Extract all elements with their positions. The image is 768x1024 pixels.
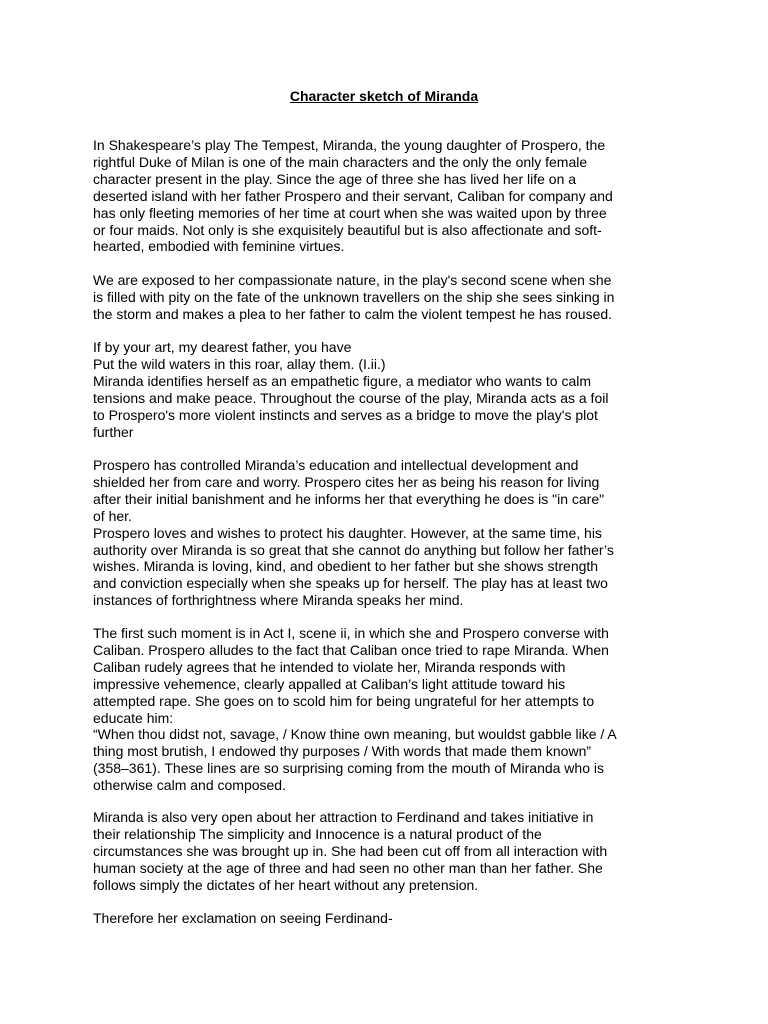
paragraph-caliban-scene: The first such moment is in Act I, scene ii, in which she and Prospero converse with Caliban. Prospero alludes to the fact that Caliban once tried to rape Miranda. When Caliban rudely agrees that he intended to violate her, Miranda responds with impressive vehemence, clearly appalled at Caliban’s light attitude toward his attempted rape. She goes on to scold him for being ungrateful for her attempts to educate him: “When thou didst not, savage, / Know thine own meaning, but wouldst gabble like / A thing most brutish, I endowed thy purposes / With words that made them known” (358–361). These lines are so surprising coming from the mouth of Miranda who is otherwise calm and composed. [93,625,617,794]
paragraph-quote-mediator: If by your art, my dearest father, you have Put the wild waters in this roar, allay them. (I.ii.) Miranda identifies herself as an empathetic figure, a mediator who wants to calm tensions and make peace. Throughout the course of the play, Miranda acts as a foil to Prospero's more violent instincts and serves as a bridge to move the play's plot further [93,339,609,440]
paragraph-compassion: We are exposed to her compassionate nature, in the play's second scene when she is filled with pity on the fate of the unknown travellers on the ship she sees sinking in the storm and makes a plea to her father to calm the violent tempest he has roused. [93,272,615,322]
paragraph-introduction: In Shakespeare’s play The Tempest, Miranda, the young daughter of Prospero, the rightful Duke of Milan is one of the main characters and the only the only female character present in the play. Since the age of three she has lived her life on a deserted island with her father Prospero and their servant, Caliban for company and has only fleeting memories of her time at court when she was waited upon by three or four maids. Not only is she exquisitely beautiful but is also affectionate and soft- hearted, embodied with feminine virtues. [93,137,613,255]
paragraph-ferdinand-attraction: Miranda is also very open about her attraction to Ferdinand and takes initiative in their relationship The simplicity and Innocence is a natural product of the circumstances she was brought up in. She had been cut off from all interaction with human society at the age of three and had seen no other man than her father. She follows simply the dictates of her heart without any pretension. [93,809,608,893]
paragraph-prospero-control: Prospero has controlled Miranda’s education and intellectual development and shielded her from care and worry. Prospero cites her as being his reason for living after their initial banishment and he informs her that everything he does is "in care" of her. Prospero loves and wishes to protect his daughter. However, at the same time, his authority over Miranda is so great that she cannot do anything but follow her father’s wishes. Miranda is loving, kind, and obedient to her father but she shows strength and conviction especially when she speaks up for herself. The play has at least two instances of forthrightness where Miranda speaks her mind. [93,457,614,609]
paragraph-exclamation: Therefore her exclamation on seeing Ferdinand- [93,910,393,926]
document-title: Character sketch of Miranda [289,88,479,104]
